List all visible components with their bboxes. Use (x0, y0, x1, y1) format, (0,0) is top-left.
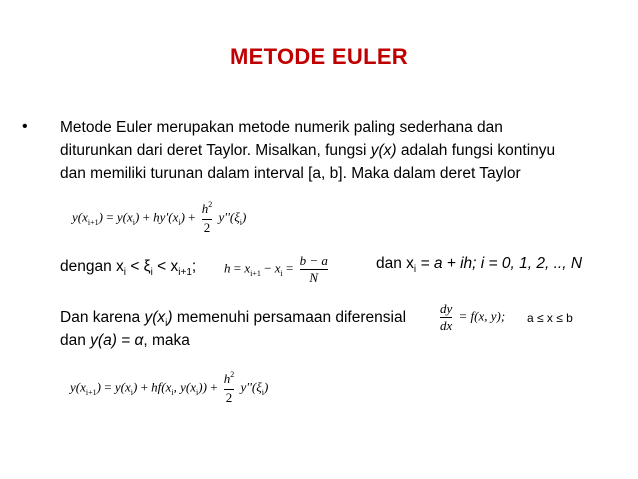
intro-paragraph (60, 116, 555, 185)
euler-equation: $y(x_{i+1}) = y(x_i) + hf(x_i$, $y(x_i)$) + $\frac{h^2}{2}$ $y''(\xi_i)$ (70, 370, 269, 405)
intro-line-1: Metode Euler merupakan metode numerik paling sederhana dan (60, 119, 503, 136)
intro-line-3: dan memiliki turunan dalam interval [a, b]. Maka dalam deret Taylor (60, 165, 521, 182)
initial-condition-text: dan y(a) = α, maka (60, 332, 190, 349)
intro-line-2: diturunkan dari deret Taylor. Misalkan, fungsi y(x) adalah fungsi kontinyu (60, 142, 556, 159)
taylor-fraction: $\frac{h^2}{2}$ (201, 200, 213, 235)
taylor-equation: $y(x_{i+1}) = y(x_i) + hy'(x_i)$ + $\frac{h^2}{2}$ $y''(\xi_i)$ (72, 200, 247, 235)
slide-title: METODE EULER (230, 44, 408, 69)
ode-equation: $\frac{dy}{dx}$ = f(x, y); (440, 301, 506, 333)
step-size-equation: $h = x_{i+1} - x_i$ = $\frac{b - a}{N}$ (224, 253, 328, 285)
interval-text: a ≤ x ≤ b (527, 311, 573, 325)
xi-definition: dan $x_i = a$ + ih; i = 0, 1, 2, .., N (376, 255, 583, 276)
euler-fraction: $\frac{h^2}{2}$ (223, 370, 235, 405)
ode-text: Dan karena $y(x_i)$ memenuhi persamaan diferensial (60, 309, 407, 330)
bullet-icon: • (22, 118, 28, 135)
step-size-fraction: $\frac{b - a}{N}$ (299, 253, 328, 285)
condition-text: dengan $x_i < \xi_i < x_{i+1}$; (60, 258, 197, 279)
ode-fraction: $\frac{dy}{dx}$ (440, 301, 453, 333)
